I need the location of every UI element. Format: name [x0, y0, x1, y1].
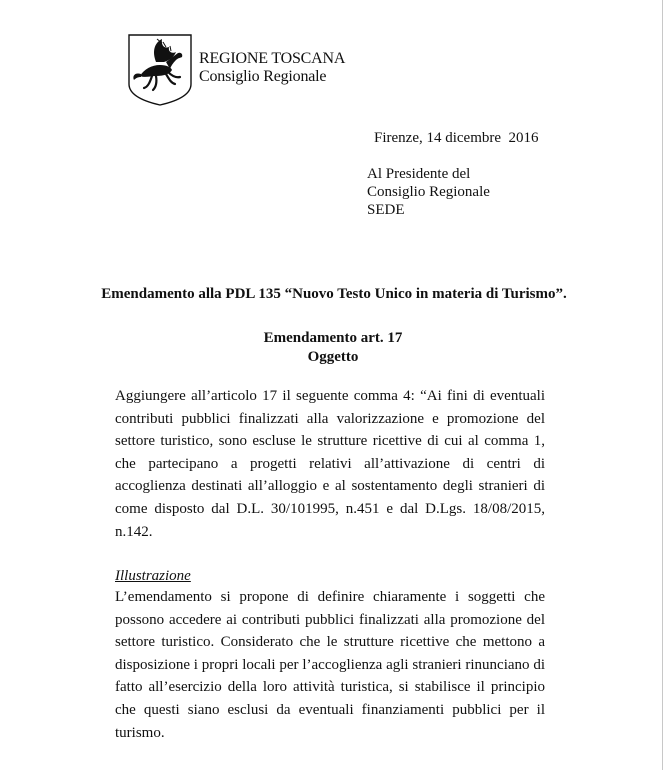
- org-line-2: Consiglio Regionale: [199, 68, 327, 85]
- document-date: Firenze, 14 dicembre 2016: [374, 130, 539, 146]
- amendment-body: Aggiungere all’articolo 17 il seguente comma 4: “Ai fini di eventuali contributi pubblici finalizzati alla valorizzazione e promozione del settore turistico, sono escluse le strutture ricettive di cui al comma 1, che partecipano a progetti relativi all’attivazione di centri di accoglienza destinati all’alloggio e al sostentamento degli stranieri di come disposto dal D.L. 30/101995, n.451 e dal D.Lgs. 18/08/2015, n.142.: [115, 388, 545, 540]
- addressee-line-1: Al Presidente del: [367, 166, 471, 182]
- addressee-block: [367, 165, 490, 219]
- subject-line: Emendamento alla PDL 135 “Nuovo Testo Unico in materia di Turismo”.: [101, 286, 567, 302]
- organization-name: [199, 50, 345, 86]
- illustration-heading: Illustrazione: [115, 568, 191, 584]
- amendment-title: Emendamento art. 17: [263, 330, 403, 346]
- illustration-body: L’emendamento si propone di definire chiaramente i soggetti che possono accedere ai contributi pubblici finalizzati alla promozione del settore turistico. Considerato che le strutture ricettive che mettono a disposizione i propri locali per l’accoglienza agli stranieri rinunciano di fatto all’esercizio della loro attività turistica, si stabilisce il principio che questi siano esclusi da eventuali finanziamenti pubblici per il turismo.: [115, 589, 545, 741]
- amendment-subtitle: Oggetto: [307, 349, 359, 365]
- pegasus-shield-icon: [126, 32, 194, 108]
- addressee-line-2: Consiglio Regionale: [367, 184, 490, 200]
- org-line-1: REGIONE TOSCANA: [199, 50, 346, 67]
- addressee-line-3: SEDE: [367, 202, 405, 218]
- page-edge: [662, 0, 663, 770]
